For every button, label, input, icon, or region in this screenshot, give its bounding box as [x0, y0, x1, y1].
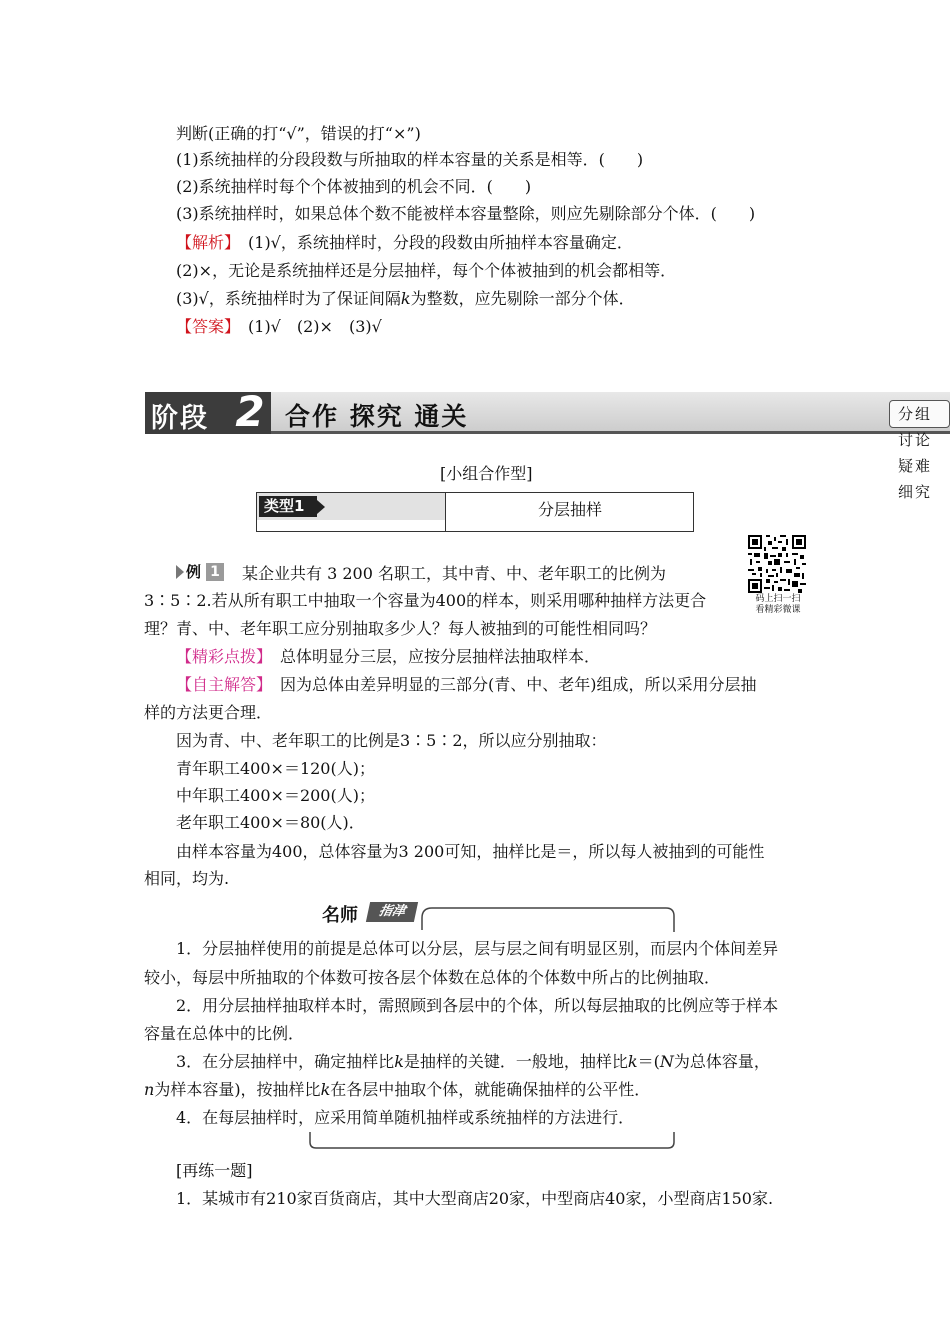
- example-line-2: 3∶5∶2.若从所有职工中抽取一个容量为400的样本，则采用哪种抽样方法更合: [144, 591, 707, 610]
- qr-code-icon[interactable]: [748, 535, 806, 593]
- example-badge-number: 1: [206, 563, 224, 581]
- stage-label-block: [145, 387, 271, 436]
- analysis-label: 【解析】: [176, 233, 233, 252]
- solution-line-5: 中年职工400×＝200(人)；: [176, 786, 375, 805]
- example-badge-label: 例: [186, 563, 202, 581]
- tip-frame-top: [310, 900, 676, 934]
- analysis-line-1: [176, 233, 633, 253]
- tip-p3-line-1: 3．在分层抽样中，确定抽样比k是抽样的关键．一般地，抽样比k＝(N为总体容量，: [176, 1052, 770, 1071]
- example-text-1: 某企业共有 3 200 名职工，其中青、中、老年职工的比例为: [226, 564, 666, 583]
- type-box: [256, 492, 694, 532]
- answer-text: (1)√ (2)× (3)√: [232, 317, 382, 336]
- stage-label: 阶段: [151, 403, 209, 434]
- analysis-line-3: (3)√，系统抽样时为了保证间隔k为整数，应先剔除一部分个体．: [176, 289, 635, 308]
- type-box-left: [257, 493, 445, 520]
- practice-question-1: 1．某城市有210家百货商店，其中大型商店20家，中型商店40家，小型商店150家.: [176, 1189, 774, 1208]
- tip-p4: 4．在每层抽样时，应采用简单随机抽样或系统抽样的方法进行．: [176, 1108, 635, 1127]
- tip-p1-line-1: 1．分层抽样使用的前提是总体可以分层，层与层之间有明显区别，而层内个体间差异: [176, 939, 779, 958]
- tip-tag: 指津: [366, 902, 418, 922]
- stage-right-tag: 分组讨论 疑难细究: [889, 400, 950, 428]
- judgment-intro: 判断(正确的打“√”，错误的打“×”): [176, 124, 421, 143]
- solution-line-1: 【自主解答】 因为总体由差异明显的三部分(青、中、老年)组成，所以采用分层抽: [176, 675, 757, 694]
- answer-line: [176, 317, 382, 337]
- hint-label: 【精彩点拨】: [176, 647, 265, 666]
- solution-line-2: 样的方法更合理．: [144, 703, 273, 722]
- tip-title: 名师: [322, 905, 358, 926]
- example-line-1: [176, 562, 666, 584]
- tip-p2-line-1: 2．用分层抽样抽取样本时，需照顾到各层中的个体，所以每层抽取的比例应等于样本: [176, 996, 779, 1015]
- stage-title: 合作 探究 通关: [285, 402, 469, 431]
- hint-text: 总体明显分三层，应按分层抽样法抽取样本．: [264, 647, 601, 666]
- judgment-question-1: (1)系统抽样的分段段数与所抽取的样本容量的关系是相等．( ): [176, 150, 644, 169]
- solution-line-7: 由样本容量为400，总体容量为3 200可知，抽样比是＝，所以每人被抽到的可能性: [176, 842, 765, 861]
- solution-line-8: 相同，均为.: [144, 869, 230, 888]
- analysis-line-2: (2)×，无论是系统抽样还是分层抽样，每个个体被抽到的机会都相等．: [176, 261, 677, 280]
- example-badge: [176, 562, 226, 582]
- qr-caption: 码上扫一扫 看精彩微课: [755, 594, 801, 615]
- type-title: 分层抽样: [537, 500, 602, 519]
- tip-p1-line-2: 较小，每层中所抽取的个体数可按各层个体数在总体的个体数中所占的比例抽取．: [144, 968, 721, 987]
- tip-p2-line-2: 容量在总体中的比例．: [144, 1024, 305, 1043]
- practice-label: [再练一题]: [176, 1161, 253, 1180]
- type-badge: 类型1: [259, 496, 317, 517]
- tip-frame-bottom: [306, 1130, 678, 1152]
- solution-line-6: 老年职工400×＝80(人)．: [176, 813, 365, 832]
- analysis-text-1: (1)√，系统抽样时，分段的段数由所抽样本容量确定．: [232, 233, 633, 252]
- solution-label: 【自主解答】: [176, 675, 265, 694]
- example-line-3: 理？青、中、老年职工应分别抽取多少人？每人被抽到的可能性相同吗？: [144, 619, 657, 638]
- judgment-question-2: (2)系统抽样时每个个体被抽到的机会不同．( ): [176, 177, 532, 196]
- tip-p3-line-2: n为样本容量)，按抽样比k在各层中抽取个体，就能确保抽样的公平性．: [144, 1080, 651, 1099]
- judgment-question-3: (3)系统抽样时，如果总体个数不能被样本容量整除，则应先剔除部分个体．( ): [176, 204, 756, 223]
- answer-label: 【答案】: [176, 317, 233, 336]
- group-label: [小组合作型]: [440, 464, 533, 483]
- solution-line-3: 因为青、中、老年职工的比例是3∶5∶2，所以应分别抽取：: [176, 731, 607, 750]
- hint-line: [176, 647, 600, 667]
- solution-line-4: 青年职工400×＝120(人)；: [176, 759, 375, 778]
- example-arrow-icon: [176, 565, 184, 579]
- stage-number: 2: [235, 387, 265, 436]
